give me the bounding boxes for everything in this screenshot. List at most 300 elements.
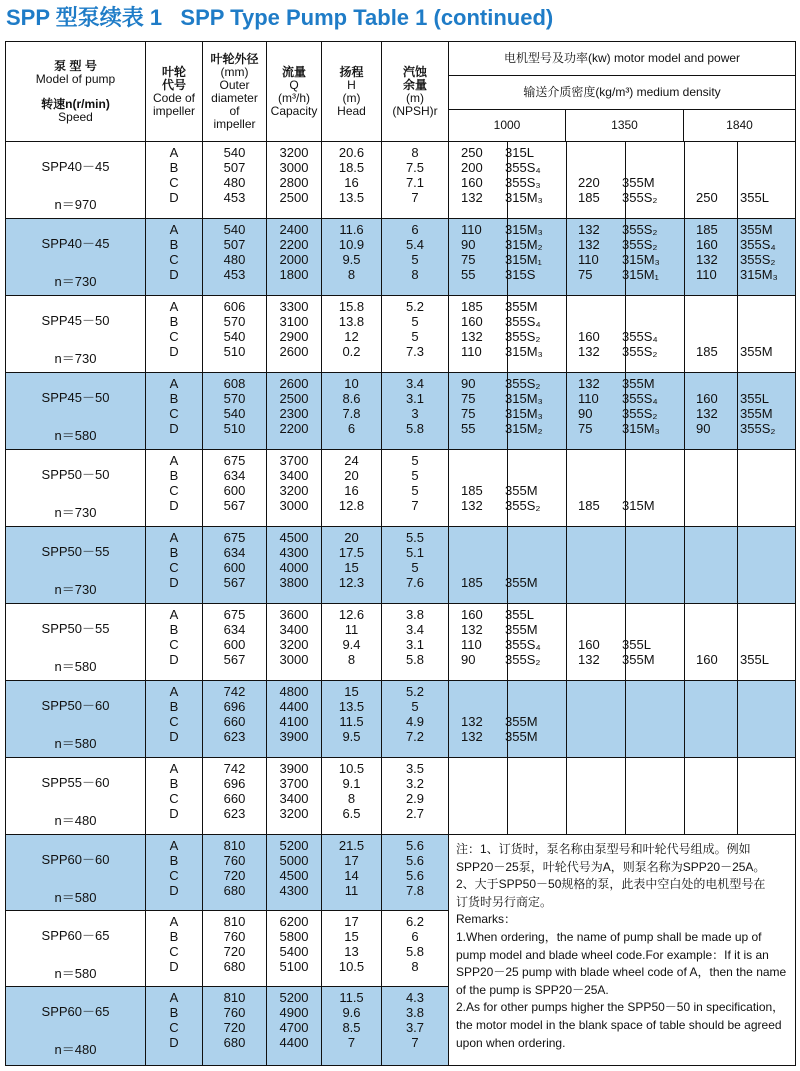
motor-power: 110 <box>461 637 482 652</box>
head-value: 10 <box>344 376 359 391</box>
grid-divider <box>566 758 567 834</box>
flow-value: 4700 <box>279 1020 309 1035</box>
codes-cell <box>146 527 203 604</box>
codes-value: C <box>169 252 179 267</box>
npsh-value: 5 <box>411 468 419 483</box>
table-row <box>6 296 796 373</box>
npsh-value: 3.1 <box>405 391 425 406</box>
npsh-value: 5 <box>411 560 419 575</box>
grid-divider <box>625 681 626 757</box>
head-cell <box>322 604 382 681</box>
model-cell <box>6 373 146 450</box>
head-value: 15 <box>344 560 359 575</box>
diam-value: 660 <box>223 714 246 729</box>
grid-divider <box>737 142 738 218</box>
remark-line: 1.When ordering，the name of pump shall be made up of <box>456 929 762 944</box>
motor-cell <box>449 142 796 219</box>
codes-value: D <box>169 652 179 667</box>
motor-power: 185 <box>461 575 483 590</box>
head-value: 15 <box>344 929 359 944</box>
flow-cell <box>267 835 322 911</box>
grid-divider <box>566 681 567 757</box>
motor-power: 132 <box>461 329 483 344</box>
head-value: 17.5 <box>338 545 365 560</box>
motor-power: 110 <box>578 252 599 267</box>
flow-value: 6200 <box>279 914 309 929</box>
diam-cell <box>203 987 267 1066</box>
motor-power: 132 <box>696 252 718 267</box>
flow-value: 4400 <box>279 1035 309 1050</box>
diam-value: 600 <box>223 483 246 498</box>
motor-model: 355M <box>505 575 538 590</box>
grid-divider <box>737 681 738 757</box>
codes-value: A <box>169 376 179 391</box>
header-impeller: 叶轮 代号 Code of impeller <box>146 42 203 142</box>
motor-power: 55 <box>461 267 476 282</box>
codes-value: A <box>169 914 179 929</box>
npsh-value: 5.8 <box>405 421 425 436</box>
diam-value: 567 <box>223 498 246 513</box>
flow-value: 3100 <box>279 314 309 329</box>
head-cell <box>322 296 382 373</box>
model-name: SPP40－45 <box>41 236 110 251</box>
npsh-value: 5.1 <box>405 545 425 560</box>
model-cell <box>6 835 146 911</box>
codes-value: B <box>169 468 179 483</box>
codes-cell <box>146 296 203 373</box>
flow-value: 5100 <box>279 959 309 974</box>
grid-divider <box>507 527 508 603</box>
motor-model: 355M <box>622 652 655 667</box>
motor-model: 315M₃ <box>505 391 543 406</box>
motor-power: 250 <box>696 190 718 205</box>
motor-cell <box>449 219 796 296</box>
model-cell <box>6 450 146 527</box>
motor-model: 355M <box>505 622 538 637</box>
head-value: 15.8 <box>338 299 365 314</box>
diam-value: 540 <box>223 406 246 421</box>
flow-cell <box>267 373 322 450</box>
grid-divider <box>507 604 508 680</box>
motor-model: 355M <box>505 483 538 498</box>
remark-line: Remarks： <box>456 912 517 927</box>
flow-cell <box>267 142 322 219</box>
table-row <box>6 142 796 219</box>
flow-value: 2200 <box>279 237 309 252</box>
motor-model: 355S₂ <box>740 252 776 267</box>
speed-label: n＝580 <box>54 966 97 981</box>
npsh-value: 7 <box>411 1035 419 1050</box>
motor-model: 355M <box>740 222 773 237</box>
flow-value: 3300 <box>279 299 309 314</box>
model-name: SPP60－65 <box>41 1004 110 1019</box>
codes-cell <box>146 835 203 911</box>
diam-value: 660 <box>223 791 246 806</box>
model-cell <box>6 758 146 835</box>
head-value: 11.6 <box>339 222 364 237</box>
motor-power: 75 <box>578 421 593 436</box>
diam-value: 606 <box>223 299 246 314</box>
motor-model: 315S <box>505 267 536 282</box>
grid-divider <box>737 758 738 834</box>
motor-group-1000 <box>449 145 567 218</box>
head-value: 9.1 <box>342 776 361 791</box>
npsh-value: 5 <box>411 252 419 267</box>
npsh-value: 7.5 <box>405 160 425 175</box>
remark-line: the motor model in the blank space of table should be agreed <box>456 1017 782 1032</box>
motor-model: 315M₁ <box>505 252 542 267</box>
npsh-value: 5.8 <box>405 652 425 667</box>
speed-label: n＝730 <box>54 505 97 520</box>
grid-divider <box>737 373 738 449</box>
diam-value: 540 <box>223 145 246 160</box>
grid-divider <box>737 527 738 603</box>
head-cell <box>322 835 382 911</box>
remark-line: 注：1、订货时，泵名称由泵型号和叶轮代号组成。例如 <box>456 842 751 856</box>
speed-label: n＝730 <box>54 351 97 366</box>
table-row <box>6 373 796 450</box>
motor-power: 90 <box>578 406 593 421</box>
head-value: 9.5 <box>342 729 361 744</box>
npsh-value: 5.6 <box>405 868 425 883</box>
head-value: 7 <box>347 1035 356 1050</box>
head-value: 0.2 <box>342 344 361 359</box>
remark-line: SPP20－25泵，叶轮代号为A，则泵名称为SPP20－25A。 <box>456 859 766 874</box>
model-cell <box>6 604 146 681</box>
codes-value: B <box>169 160 179 175</box>
codes-cell <box>146 373 203 450</box>
head-value: 10.9 <box>338 237 365 252</box>
npsh-cell <box>382 835 449 911</box>
motor-model: 355S₂ <box>505 498 541 513</box>
header-density-1000: 1000 <box>449 110 566 142</box>
codes-value: C <box>169 1020 179 1035</box>
motor-power: 90 <box>696 421 711 436</box>
diam-value: 675 <box>223 453 246 468</box>
head-value: 18.5 <box>338 160 365 175</box>
codes-value: C <box>169 714 179 729</box>
flow-value: 2900 <box>279 329 309 344</box>
motor-model: 355M <box>740 406 773 421</box>
codes-value: B <box>169 776 179 791</box>
motor-power: 132 <box>461 498 483 513</box>
grid-divider <box>507 219 508 295</box>
head-value: 9.4 <box>342 637 361 652</box>
codes-value: A <box>169 990 179 1005</box>
model-cell <box>6 219 146 296</box>
head-value: 17 <box>344 853 359 868</box>
flow-value: 3900 <box>279 761 309 776</box>
npsh-value: 3 <box>411 406 419 421</box>
header-flow: 流量 Q (m³/h) Capacity <box>267 42 322 142</box>
npsh-cell <box>382 911 449 987</box>
head-value: 12 <box>344 329 359 344</box>
diam-cell <box>203 681 267 758</box>
npsh-value: 7.6 <box>405 575 425 590</box>
head-cell <box>322 911 382 987</box>
diam-cell <box>203 219 267 296</box>
motor-model: 355S₂ <box>505 329 541 344</box>
speed-label: n＝580 <box>54 428 97 443</box>
model-cell <box>6 142 146 219</box>
model-cell <box>6 296 146 373</box>
remark-line: 订货时另行商定。 <box>456 894 553 909</box>
flow-value: 4900 <box>279 1005 309 1020</box>
codes-value: B <box>169 622 179 637</box>
npsh-value: 3.1 <box>405 637 425 652</box>
diam-cell <box>203 142 267 219</box>
codes-value: C <box>169 560 179 575</box>
head-value: 11.5 <box>339 990 364 1005</box>
motor-power: 185 <box>461 299 483 314</box>
model-name: SPP45－50 <box>41 390 110 405</box>
remark-line: 2.As for other pumps higher the SPP50－50 in specification， <box>456 1000 785 1015</box>
head-value: 10.5 <box>338 959 365 974</box>
head-value: 9.6 <box>342 1005 361 1020</box>
npsh-value: 5 <box>411 699 419 714</box>
motor-model: 355S₂ <box>740 421 776 436</box>
motor-power: 75 <box>461 391 476 406</box>
grid-divider <box>737 604 738 680</box>
npsh-value: 5.2 <box>405 299 425 314</box>
header-model: 泵 型 号 Model of pump 转速n(r/min) Speed <box>6 42 146 142</box>
motor-model: 315M₃ <box>505 190 543 205</box>
head-value: 12.6 <box>338 607 365 622</box>
grid-divider <box>507 296 508 372</box>
diam-value: 810 <box>223 838 246 853</box>
grid-divider <box>684 604 685 680</box>
codes-value: D <box>169 190 179 205</box>
model-name: SPP50－50 <box>41 467 110 482</box>
motor-power: 220 <box>578 175 600 190</box>
codes-cell <box>146 758 203 835</box>
diam-value: 510 <box>223 421 246 436</box>
codes-value: B <box>169 237 179 252</box>
header-npsh: 汽蚀 余量 (m) (NPSH)r <box>382 42 449 142</box>
npsh-value: 8 <box>411 959 419 974</box>
motor-model: 355M <box>505 714 538 729</box>
flow-value: 3200 <box>279 637 309 652</box>
diam-value: 680 <box>223 883 246 898</box>
motor-power: 185 <box>696 344 718 359</box>
grid-divider <box>507 758 508 834</box>
motor-model: 315M₃ <box>505 222 543 237</box>
npsh-value: 7 <box>411 190 419 205</box>
motor-power: 75 <box>578 267 593 282</box>
head-cell <box>322 987 382 1066</box>
remark-line: 2、大于SPP50－50规格的泵，此表中空白处的电机型号在 <box>456 877 766 892</box>
motor-power: 132 <box>461 622 483 637</box>
flow-value: 4800 <box>279 684 309 699</box>
table-row <box>6 527 796 604</box>
npsh-value: 5.8 <box>405 944 425 959</box>
motor-model: 315M₃ <box>622 421 660 436</box>
head-value: 9.5 <box>342 252 361 267</box>
speed-label: n＝480 <box>54 1042 97 1057</box>
flow-cell <box>267 604 322 681</box>
grid-divider <box>684 450 685 526</box>
diam-cell <box>203 373 267 450</box>
npsh-cell <box>382 219 449 296</box>
flow-value: 3700 <box>279 776 309 791</box>
head-value: 13 <box>344 944 359 959</box>
flow-value: 2500 <box>279 190 309 205</box>
motor-model: 355L <box>740 190 769 205</box>
codes-value: B <box>169 545 179 560</box>
npsh-value: 7.1 <box>405 175 425 190</box>
motor-model: 355S₂ <box>622 406 658 421</box>
motor-model: 315M₂ <box>505 237 543 252</box>
npsh-value: 7.2 <box>405 729 425 744</box>
codes-value: A <box>169 684 179 699</box>
diam-cell <box>203 835 267 911</box>
npsh-value: 3.4 <box>405 622 425 637</box>
motor-cell <box>449 450 796 527</box>
grid-divider <box>684 373 685 449</box>
motor-power: 132 <box>578 237 600 252</box>
motor-power: 160 <box>696 237 718 252</box>
diam-value: 720 <box>223 944 246 959</box>
head-value: 15 <box>344 684 359 699</box>
codes-value: D <box>169 421 179 436</box>
speed-label: n＝480 <box>54 813 97 828</box>
motor-model: 315M₃ <box>505 344 543 359</box>
codes-cell <box>146 450 203 527</box>
motor-model: 355M <box>622 376 655 391</box>
motor-model: 355S₃ <box>505 175 541 190</box>
head-cell <box>322 142 382 219</box>
npsh-value: 8 <box>411 145 419 160</box>
motor-model: 315M <box>622 498 655 513</box>
head-value: 8 <box>347 652 356 667</box>
npsh-value: 3.8 <box>405 1005 425 1020</box>
motor-model: 355M <box>622 175 655 190</box>
npsh-value: 5.6 <box>405 838 425 853</box>
grid-divider <box>566 527 567 603</box>
motor-cell <box>449 527 796 604</box>
npsh-cell <box>382 987 449 1066</box>
motor-power: 132 <box>696 406 718 421</box>
diam-value: 540 <box>223 222 246 237</box>
npsh-value: 4.3 <box>405 990 425 1005</box>
model-name: SPP50－55 <box>41 621 110 636</box>
flow-value: 1800 <box>279 267 309 282</box>
codes-value: D <box>169 806 179 821</box>
codes-value: C <box>169 944 179 959</box>
diam-value: 742 <box>223 684 246 699</box>
codes-value: C <box>169 175 179 190</box>
diam-cell <box>203 758 267 835</box>
motor-power: 90 <box>461 376 476 391</box>
remark-line: of the pump is SPP20－25A. <box>456 982 609 997</box>
diam-value: 507 <box>223 160 246 175</box>
diam-value: 507 <box>223 237 246 252</box>
header-density-1840: 1840 <box>684 110 796 142</box>
diam-value: 567 <box>223 575 246 590</box>
flow-value: 3400 <box>279 791 309 806</box>
codes-value: C <box>169 483 179 498</box>
speed-label: n＝580 <box>54 659 97 674</box>
model-name: SPP60－60 <box>41 852 110 867</box>
flow-value: 2000 <box>279 252 309 267</box>
header-density-1350: 1350 <box>566 110 684 142</box>
grid-divider <box>625 142 626 218</box>
grid-divider <box>625 219 626 295</box>
motor-group-1840 <box>684 530 800 603</box>
motor-group-1000 <box>449 684 567 757</box>
flow-value: 5400 <box>279 944 309 959</box>
motor-power: 160 <box>578 637 600 652</box>
motor-power: 110 <box>578 391 599 406</box>
npsh-value: 2.7 <box>405 806 425 821</box>
flow-value: 3200 <box>279 483 309 498</box>
head-value: 8.5 <box>342 1020 361 1035</box>
header-diameter: 叶轮外径 (mm) Outer diameter of impeller <box>203 42 267 142</box>
codes-value: D <box>169 1035 179 1050</box>
head-cell <box>322 450 382 527</box>
head-value: 8 <box>347 267 356 282</box>
grid-divider <box>625 527 626 603</box>
motor-model: 315M₃ <box>740 267 778 282</box>
npsh-cell <box>382 373 449 450</box>
codes-value: B <box>169 1005 179 1020</box>
head-value: 7.8 <box>342 406 361 421</box>
npsh-value: 7.8 <box>405 883 425 898</box>
codes-value: A <box>169 453 179 468</box>
flow-value: 4500 <box>279 530 309 545</box>
table-row <box>6 835 796 911</box>
npsh-value: 6 <box>411 929 419 944</box>
grid-divider <box>684 527 685 603</box>
motor-model: 355M <box>740 344 773 359</box>
flow-value: 5200 <box>279 990 309 1005</box>
diam-value: 540 <box>223 329 246 344</box>
grid-divider <box>684 296 685 372</box>
motor-model: 355S₂ <box>505 652 541 667</box>
diam-value: 570 <box>223 314 246 329</box>
npsh-cell <box>382 142 449 219</box>
header-head: 扬程 H (m) Head <box>322 42 382 142</box>
npsh-value: 6 <box>411 222 419 237</box>
header-motor: 电机型号及功率(kw) motor model and power <box>449 42 796 76</box>
motor-model: 355L <box>505 607 534 622</box>
codes-cell <box>146 681 203 758</box>
flow-value: 2400 <box>279 222 309 237</box>
diam-cell <box>203 527 267 604</box>
header-density: 输送介质密度(kg/m³) medium density <box>449 76 796 110</box>
head-value: 16 <box>344 175 359 190</box>
head-value: 11 <box>344 883 359 898</box>
motor-model: 355L <box>740 391 769 406</box>
motor-model: 355S₄ <box>622 329 658 344</box>
codes-value: D <box>169 344 179 359</box>
flow-value: 4300 <box>279 883 309 898</box>
codes-value: B <box>169 853 179 868</box>
motor-model: 315L <box>505 145 534 160</box>
grid-divider <box>625 373 626 449</box>
npsh-value: 5 <box>411 483 419 498</box>
codes-value: D <box>169 498 179 513</box>
motor-group-1000 <box>449 761 567 834</box>
codes-value: D <box>169 883 179 898</box>
head-value: 11.5 <box>339 714 364 729</box>
head-cell <box>322 527 382 604</box>
flow-cell <box>267 450 322 527</box>
motor-cell <box>449 296 796 373</box>
flow-value: 3000 <box>279 498 309 513</box>
flow-value: 4100 <box>279 714 309 729</box>
grid-divider <box>625 604 626 680</box>
